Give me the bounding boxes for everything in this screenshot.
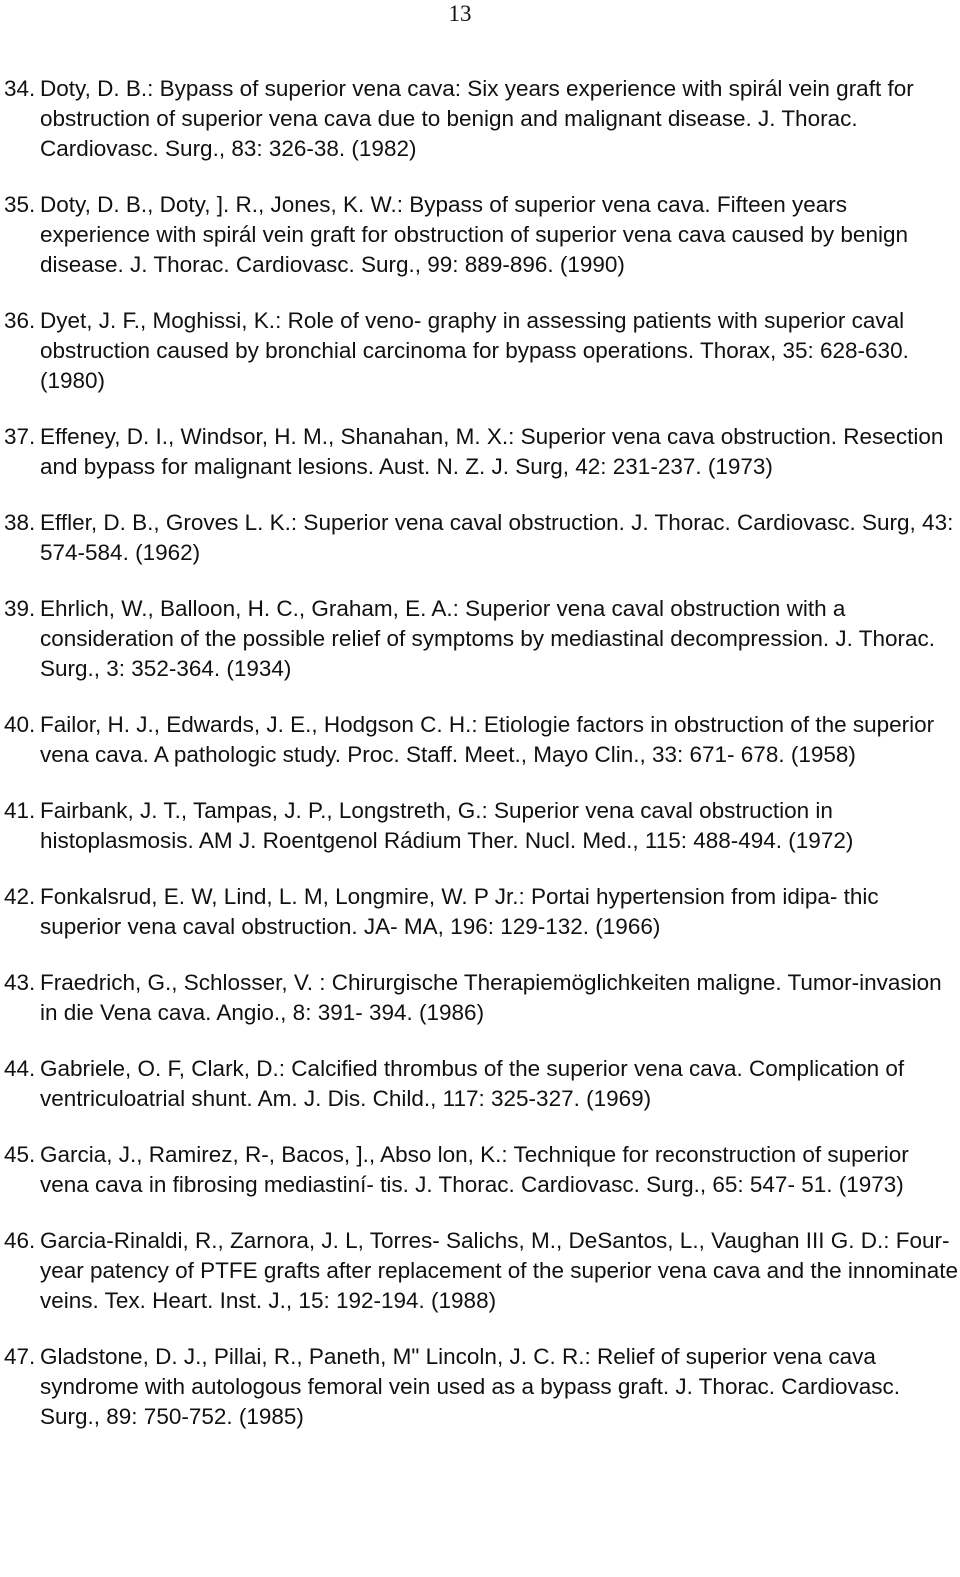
reference-text: Gabriele, O. F, Clark, D.: Calcified thrombus of the superior vena cava. Complication of ventriculoatrial shunt. Am. J. Dis. Child., 117: 325-327. (1969) — [40, 1056, 905, 1111]
reference-number: 36. — [4, 308, 36, 333]
page-number: 13 — [448, 1, 472, 26]
reference-number: 39. — [4, 596, 36, 621]
reference-text: Garcia-Rinaldi, R., Zarnora, J. L, Torres- Salichs, M., DeSantos, L., Vaughan III G. D.: Four-year patency of PTFE grafts after replacement of the superior vena cava and the innominate veins. Tex. Heart. Inst. J., 15: 192-194. (1988) — [40, 1228, 959, 1313]
reference-item — [0, 796, 960, 856]
reference-text: Doty, D. B.: Bypass of superior vena cava: Six years experience with spirál vein graft for obstruction of superior vena cava due to benign and malignant disease. J. Thorac. Cardiovasc. Surg., 83: 326-38. (1982) — [40, 76, 914, 161]
reference-number: 45. — [4, 1142, 36, 1167]
reference-text: Garcia, J., Ramirez, R-, Bacos, ]., Abso lon, K.: Technique for reconstruction of superior vena cava in fibrosing mediastiní- tis. J. Thorac. Cardiovasc. Surg., 65: 547- 51. (1973) — [40, 1142, 909, 1197]
reference-text: Effeney, D. I., Windsor, H. M., Shanahan, M. X.: Superior vena cava obstruction. Resection and bypass for malignant lesions. Aust. N. Z. J. Surg, 42: 231-237. (1973) — [40, 424, 944, 479]
reference-item — [0, 422, 960, 482]
reference-item — [0, 710, 960, 770]
reference-number: 46. — [4, 1228, 36, 1253]
reference-text: Fraedrich, G., Schlosser, V. : Chirurgische Therapiemöglichkeiten maligne. Tumor-invasion in die Vena cava. Angio., 8: 391- 394. (1986) — [40, 970, 942, 1025]
reference-text: Dyet, J. F., Moghissi, K.: Role of veno- graphy in assessing patients with superior caval obstruction caused by bronchial carcinoma for bypass operations. Thorax, 35: 628-630. (1980) — [40, 308, 909, 393]
reference-item — [0, 594, 960, 684]
reference-item — [0, 1342, 960, 1432]
reference-number: 47. — [4, 1344, 36, 1369]
reference-list — [0, 74, 960, 1458]
reference-item — [0, 968, 960, 1028]
reference-number: 42. — [4, 884, 36, 909]
reference-number: 40. — [4, 712, 36, 737]
reference-number: 41. — [4, 798, 36, 823]
reference-item — [0, 1054, 960, 1114]
reference-item — [0, 74, 960, 164]
reference-number: 38. — [4, 510, 36, 535]
reference-number: 44. — [4, 1056, 36, 1081]
reference-text: Effler, D. B., Groves L. K.: Superior vena caval obstruction. J. Thorac. Cardiovasc. Surg, 43: 574-584. (1962) — [40, 510, 954, 565]
reference-item — [0, 190, 960, 280]
reference-text: Ehrlich, W., Balloon, H. C., Graham, E. A.: Superior vena caval obstruction with a consideration of the possible relief of symptoms by mediastinal decompression. J. Thorac. Surg., 3: 352-364. (1934) — [40, 596, 936, 681]
reference-item — [0, 1140, 960, 1200]
reference-text: Fonkalsrud, E. W, Lind, L. M, Longmire, W. P Jr.: Portai hypertension from idipa- thic superior vena caval obstruction. JA- MA, 196: 129-132. (1966) — [40, 884, 879, 939]
reference-text: Failor, H. J., Edwards, J. E., Hodgson C. H.: Etiologie factors in obstruction of the superior vena cava. A pathologic study. Proc. Staff. Meet., Mayo Clin., 33: 671- 678. (1958) — [40, 712, 935, 767]
reference-number: 37. — [4, 424, 36, 449]
reference-item — [0, 306, 960, 396]
reference-item — [0, 882, 960, 942]
reference-number: 34. — [4, 76, 36, 101]
reference-text: Gladstone, D. J., Pillai, R., Paneth, M" Lincoln, J. C. R.: Relief of superior vena cava syndrome with autologous femoral vein used as a bypass graft. J. Thorac. Cardiovasc. Surg., 89: 750-752. (1985) — [40, 1344, 901, 1429]
reference-item — [0, 508, 960, 568]
reference-text: Doty, D. B., Doty, ]. R., Jones, K. W.: Bypass of superior vena cava. Fifteen years experience with spirál vein graft for obstruction of superior vena cava caused by benign disease. J. Thorac. Cardiovasc. Surg., 99: 889-896. (1990) — [40, 192, 908, 277]
reference-item — [0, 1226, 960, 1316]
reference-number: 35. — [4, 192, 36, 217]
reference-number: 43. — [4, 970, 36, 995]
reference-text: Fairbank, J. T., Tampas, J. P., Longstreth, G.: Superior vena caval obstruction in histoplasmosis. AM J. Roentgenol Rádium Ther. Nucl. Med., 115: 488-494. (1972) — [40, 798, 854, 853]
